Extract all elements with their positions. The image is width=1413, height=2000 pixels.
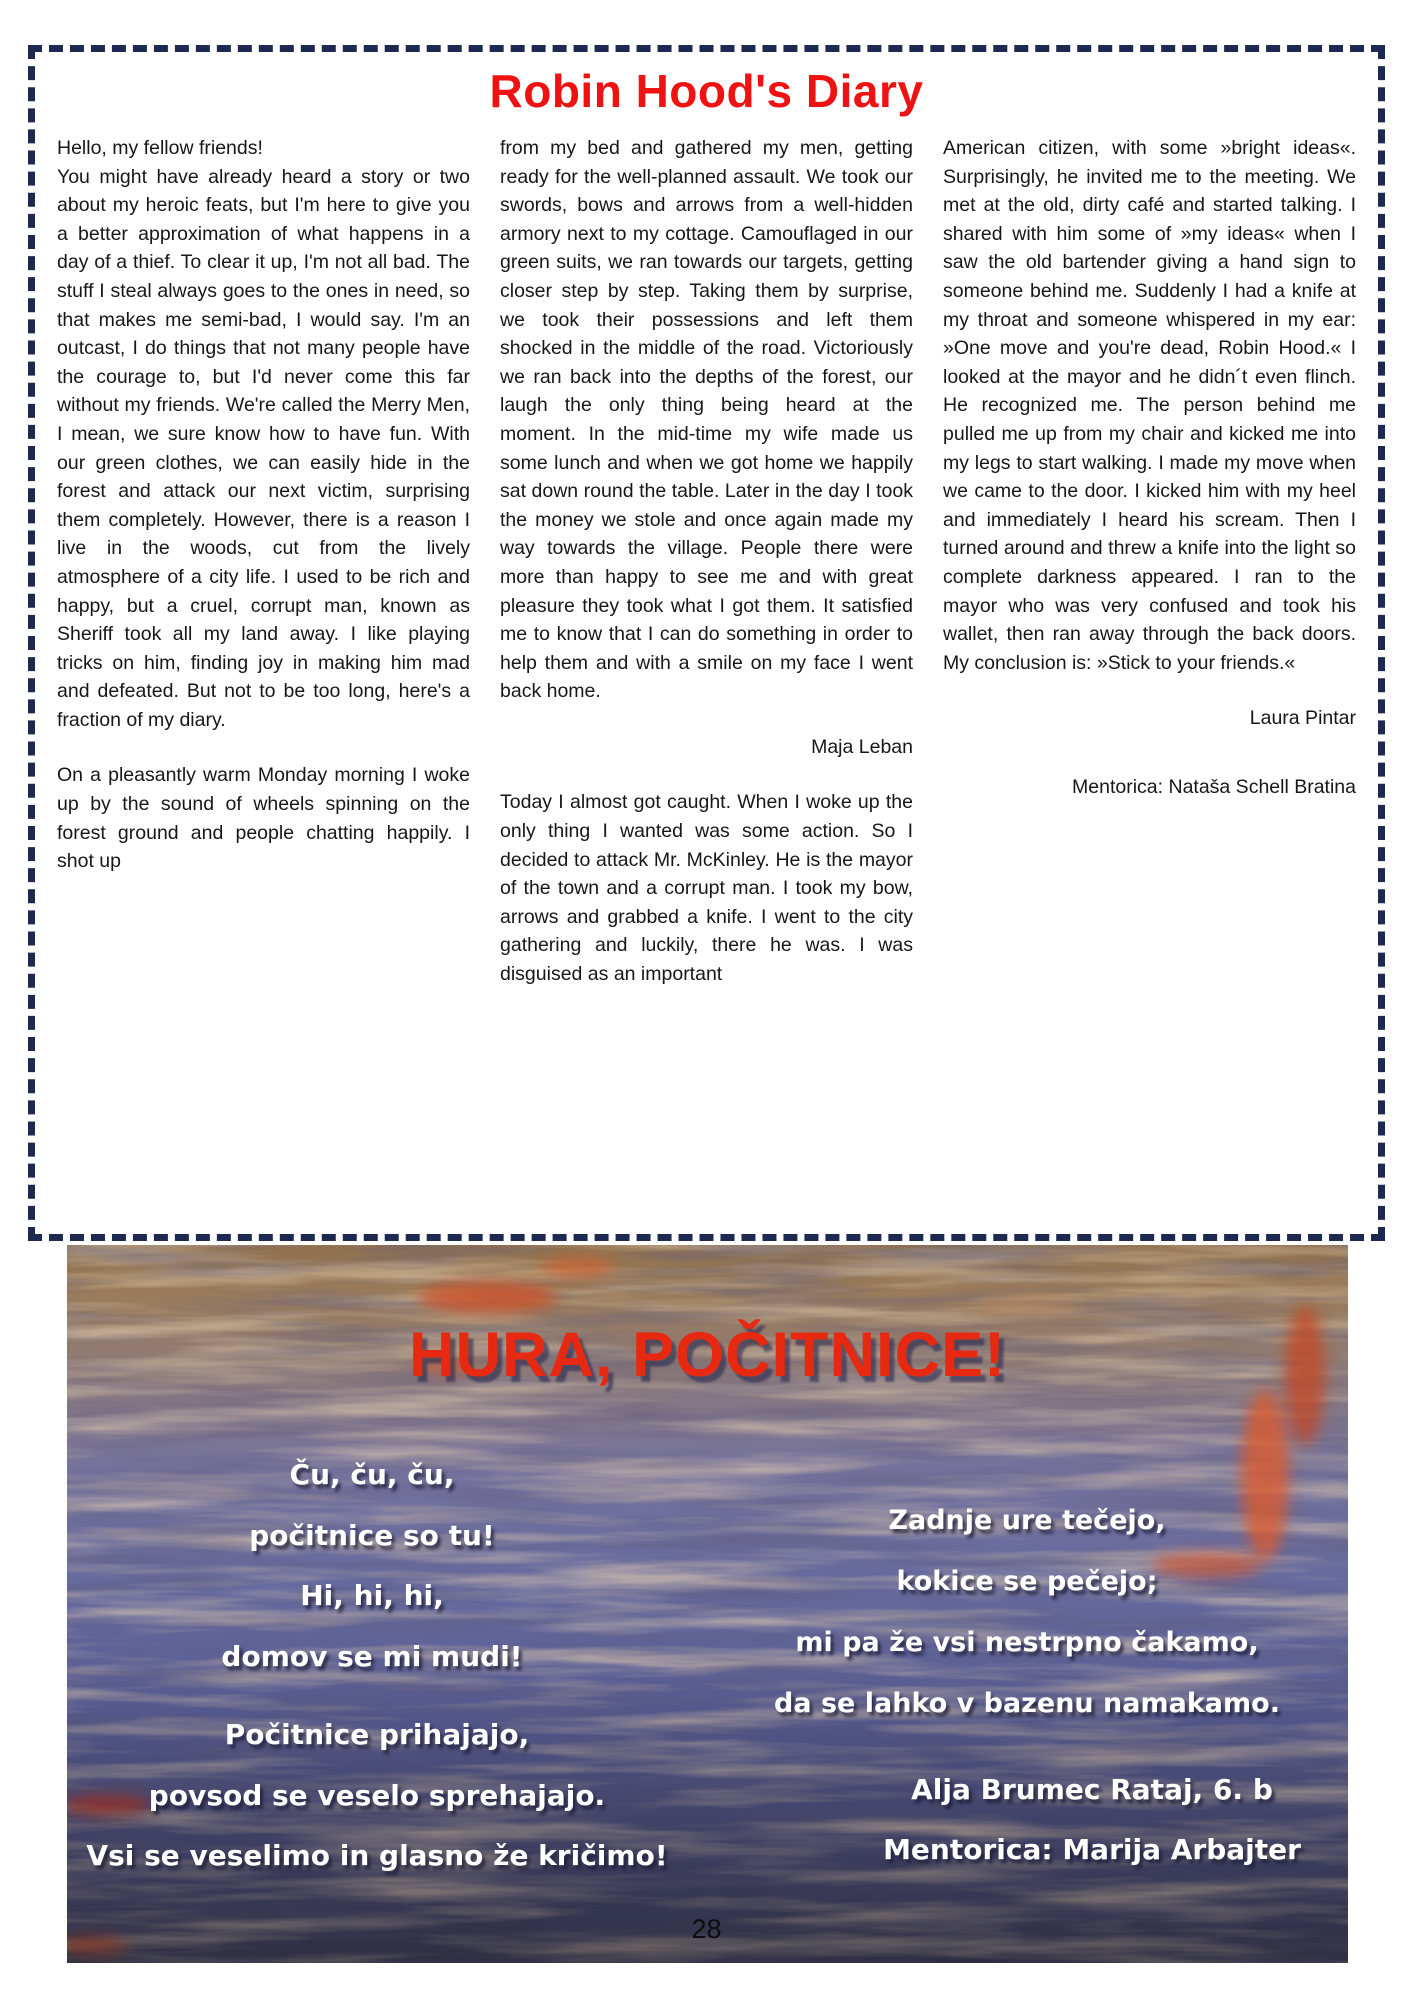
poem-credits xyxy=(857,1760,1327,1880)
paragraph: from my bed and gathered my men, getting ready for the well-planned assault. We took our swords, bows and arrows from a well-hidden armory next to my cottage. Camouflaged in our green suits, we ran towards our targets, getting closer step by step. Taking them by surprise, we took their possessions and left them shocked in the middle of the road. Victoriously we ran back into the depths of the forest, our laugh the only thing being heard at the moment. In the mid-time my wife made us some lunch and when we got home we happily sat down round the table. Later in the day I took the money we stole and once again made my way towards the village. People there were more than happy to see me and with great pleasure they took what I got them. It satisfied me to know that I can do something in order to help them and with a smile on my face I went back home. xyxy=(500,137,913,703)
diary-article-box xyxy=(28,45,1385,1241)
poem-line: mi pa že vsi nestrpno čakamo, xyxy=(795,1627,1259,1658)
poem-author: Alja Brumec Rataj, 6. b xyxy=(911,1773,1273,1806)
article-column-3 xyxy=(943,134,1356,989)
article-column-1 xyxy=(57,134,470,989)
water-photo xyxy=(67,1245,1348,1963)
poem-line: kokice se pečejo; xyxy=(896,1566,1158,1597)
poem-line: povsod se veselo sprehajajo. xyxy=(148,1778,606,1812)
poem-line: Ču, ču, ču, xyxy=(289,1458,455,1491)
paragraph: Today I almost got caught. When I woke up the only thing I wanted was some action. So I decided to attack Mr. McKinley. He is the mayor of the town and a corrupt man. I took my bow, arrows and grabbed a knife. I went to the city gathering and luckily, there he was. I was disguised as an important xyxy=(500,791,913,986)
poem-holidays-coming xyxy=(82,1705,672,1887)
holiday-title: HURA, POČITNICE! xyxy=(409,1320,1006,1390)
poem-mentor: Mentorica: Marija Arbajter xyxy=(883,1833,1301,1866)
mentor-credit: Mentorica: Nataša Schell Bratina xyxy=(1072,775,1356,798)
article-title: Robin Hood's Diary xyxy=(489,65,924,117)
poem-line: Vsi se veselimo in glasno že kričimo! xyxy=(86,1839,668,1872)
paragraph: You might have already heard a story or two about my heroic feats, but I'm here to give you a better approximation of what happens in a day of a thief. To clear it up, I'm not all bad. The stuff I steal always goes to the ones in need, so that makes me semi-bad, I would say. I'm an outcast, I do things that not many people have the courage to, but I'd never come this far without my friends. We're called the Merry Men, I mean, we sure know how to have fun. With our green clothes, we can easily hide in the forest and attack our next victim, surprising them completely. However, there is a reason I live in the woods, cut from the lively atmosphere of a city life. I used to be rich and happy, but a cruel, corrupt man, known as Sheriff took all my land away. I like playing tricks on him, finding joy in making him mad and defeated. But not to be too long, here's a fraction of my diary. xyxy=(57,165,470,731)
paragraph: American citizen, with some »bright ideas«. Surprisingly, he invited me to the meeting. We met at the old, dirty café and started talking. I shared with him some of »my ideas« when I saw the old bartender giving a hand sign to someone behind me. Suddenly I had a knife at my throat and someone whispered in my ear: »One move and you're dead, Robin Hood.« I looked at the mayor and he didn´t even flinch. He recognized me. The person behind me pulled me up from my chair and kicked me into my legs to start walking. I made my move when we came to the door. I kicked him with my heel and immediately I heard his scream. Then I turned around and threw a knife into the light so complete darkness appeared. I ran to the mayor who was very confused and took his wallet, then ran away through the back doors. My conclusion is: »Stick to your friends.« xyxy=(943,137,1356,674)
article-column-2 xyxy=(500,134,913,989)
poem-train xyxy=(122,1445,622,1687)
page-number: 28 xyxy=(691,1914,722,1944)
author-byline: Laura Pintar xyxy=(1249,707,1356,730)
poem-line: Počitnice prihajajo, xyxy=(224,1718,530,1751)
poem-line: Hi, hi, hi, xyxy=(300,1579,444,1612)
intro-line: Hello, my fellow friends! xyxy=(57,137,263,159)
poem-line: Zadnje ure tečejo, xyxy=(888,1505,1166,1536)
paragraph: On a pleasantly warm Monday morning I woke up by the sound of wheels spinning on the forest ground and people chatting happily. I shot up xyxy=(57,764,470,873)
author-byline: Maja Leban xyxy=(811,735,913,758)
poem-line: počitnice so tu! xyxy=(249,1518,495,1552)
poem-line: da se lahko v bazenu namakamo. xyxy=(774,1688,1280,1719)
poem-last-hours xyxy=(747,1490,1307,1734)
article-columns xyxy=(35,134,1378,989)
poem-line: domov se mi mudi! xyxy=(221,1639,523,1673)
